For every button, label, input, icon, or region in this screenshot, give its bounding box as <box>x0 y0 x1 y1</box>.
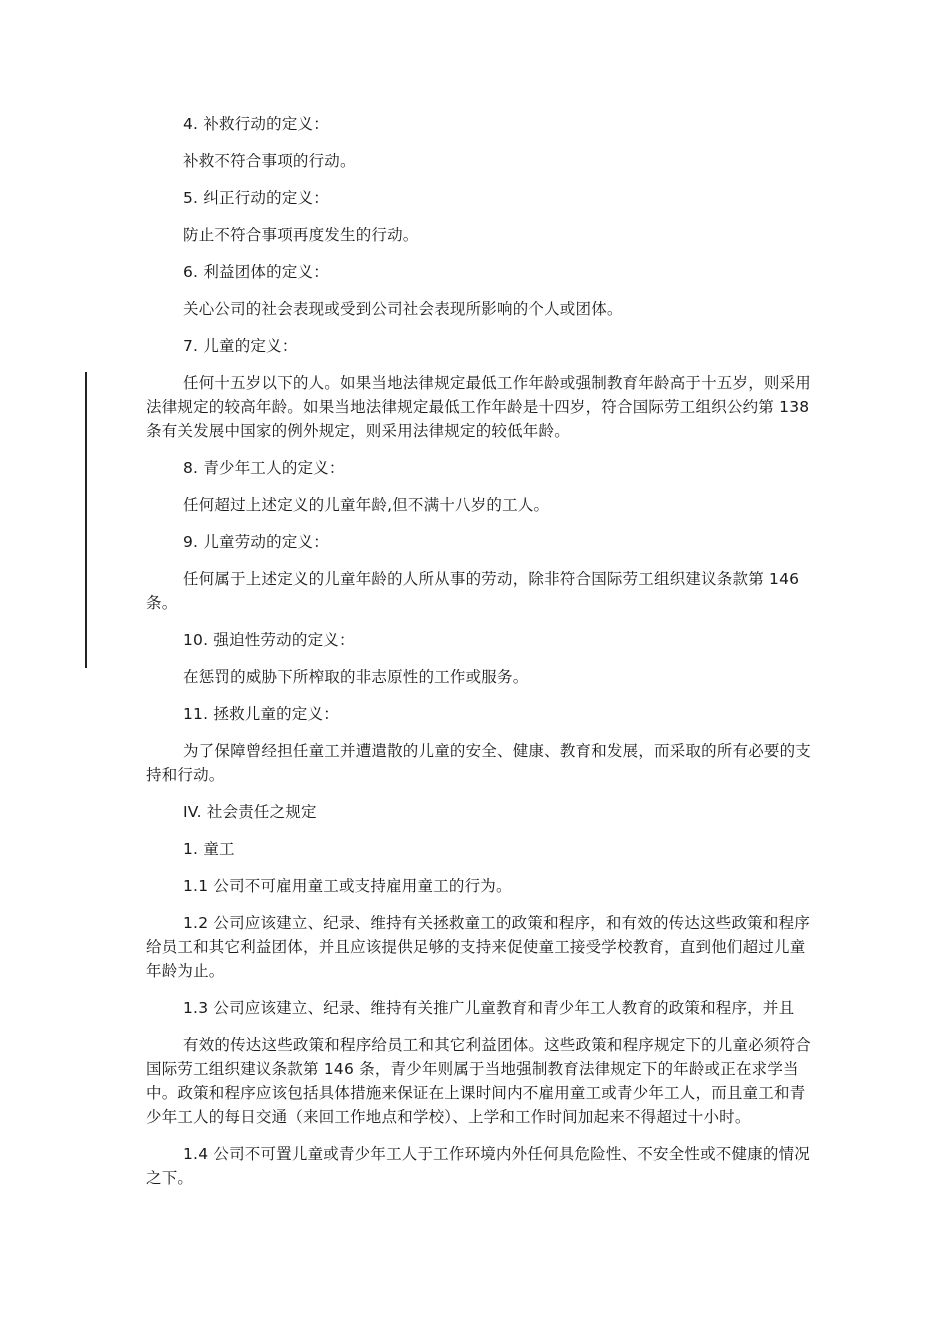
definition-7-heading: 7. 儿童的定义： <box>183 337 298 355</box>
revision-change-bar <box>85 372 87 668</box>
clause-1-2: 1.2 公司应该建立、纪录、维持有关拯救童工的政策和程序，和有效的传达这些政策和程序给员工和其它利益团体，并且应该提供足够的支持来促使童工接受学校教育，直到他们超过儿童年龄为止。 <box>146 914 810 980</box>
definition-5-heading: 5. 纠正行动的定义： <box>183 189 329 207</box>
clause-1-1: 1.1 公司不可雇用童工或支持雇用童工的行为。 <box>183 877 512 895</box>
definition-9-heading: 9. 儿童劳动的定义： <box>183 533 329 551</box>
definition-5-text: 防止不符合事项再度发生的行动。 <box>183 226 419 244</box>
definition-9-text: 任何属于上述定义的儿童年龄的人所从事的劳动，除非符合国际劳工组织建议条款第 146 条。 <box>146 570 800 612</box>
child-labour-heading: 1. 童工 <box>183 840 235 858</box>
definition-8-heading: 8. 青少年工人的定义： <box>183 459 345 477</box>
definition-6-text: 关心公司的社会表现或受到公司社会表现所影响的个人或团体。 <box>183 300 623 318</box>
document-body <box>146 112 812 1203</box>
definition-10-text: 在惩罚的威胁下所榨取的非志原性的工作或服务。 <box>183 668 529 686</box>
clause-1-3-continued: 有效的传达这些政策和程序给员工和其它利益团体。这些政策和程序规定下的儿童必须符合国际劳工组织建议条款第 146 条，青少年则属于当地强制教育法律规定下的年龄或正在求学当中。政策和程序应该包括具体措施来保证在上课时间内不雇用童工或青少年工人，而且童工和青少年工人的每日交通（来回工作地点和学校）、上学和工作时间加起来不得超过十小时。 <box>146 1036 812 1126</box>
definition-7-text: 任何十五岁以下的人。如果当地法律规定最低工作年龄或强制教育年龄高于十五岁，则采用法律规定的较高年龄。如果当地法律规定最低工作年龄是十四岁，符合国际劳工组织公约第 138 条有关发展中国家的例外规定，则采用法律规定的较低年龄。 <box>146 374 812 440</box>
definition-6-heading: 6. 利益团体的定义： <box>183 263 329 281</box>
definition-10-heading: 10. 强迫性劳动的定义： <box>183 631 355 649</box>
clause-1-3: 1.3 公司应该建立、纪录、维持有关推广儿童教育和青少年工人教育的政策和程序，并且 <box>183 999 795 1017</box>
definition-8-text: 任何超过上述定义的儿童年龄,但不满十八岁的工人。 <box>183 496 550 514</box>
definition-11-text: 为了保障曾经担任童工并遭遣散的儿童的安全、健康、教育和发展，而采取的所有必要的支持和行动。 <box>146 742 812 784</box>
definition-4-heading: 4. 补救行动的定义： <box>183 115 329 133</box>
definition-4-text: 补救不符合事项的行动。 <box>183 152 356 170</box>
clause-1-4: 1.4 公司不可置儿童或青少年工人于工作环境内外任何具危险性、不安全性或不健康的情况之下。 <box>146 1145 810 1187</box>
definition-11-heading: 11. 拯救儿童的定义： <box>183 705 339 723</box>
section-iv-heading: IV. 社会责任之规定 <box>183 803 317 821</box>
